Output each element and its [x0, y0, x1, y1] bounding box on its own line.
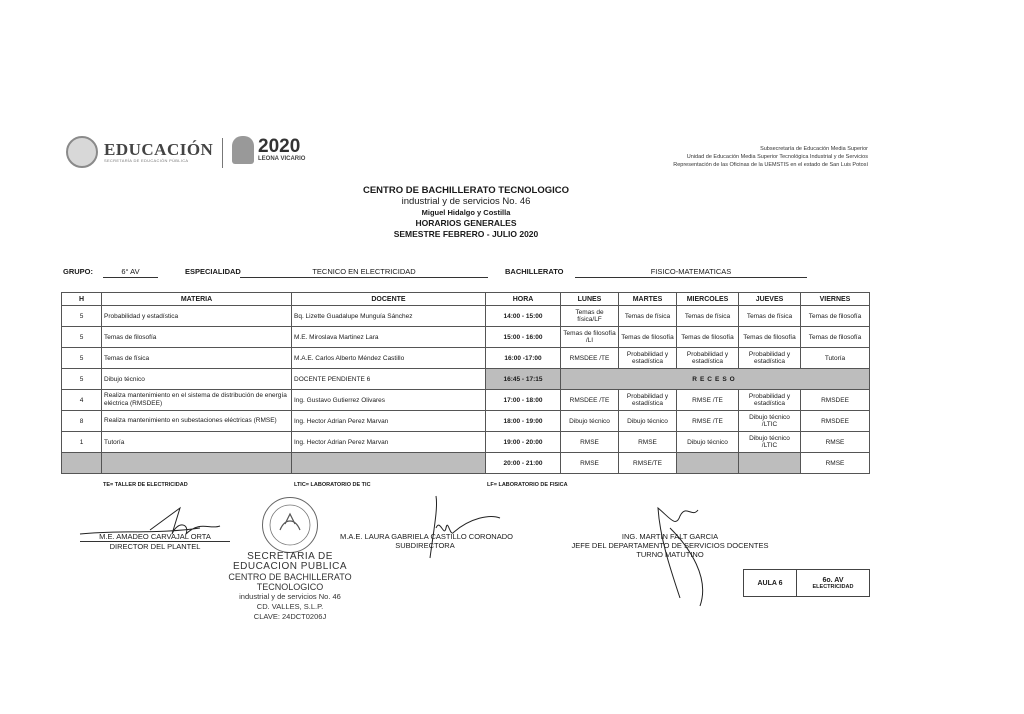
subject-cell: Realiza mantenimiento en subestaciones eléctricas (RMSE) [102, 411, 292, 432]
legend-ltic: LTIC= LABORATORIO DE TIC [294, 482, 371, 488]
day-cell: Temas de física [677, 306, 739, 327]
stamp-line: CLAVE: 24DCT0206J [253, 612, 327, 621]
day-cell: RMSE [801, 453, 870, 474]
hours-cell: 5 [62, 306, 102, 327]
subdirector-title: SUBDIRECTORA [395, 541, 455, 550]
day-cell: Temas de filosofía /LI [561, 327, 619, 348]
day-cell: Temas de filosofía [801, 327, 870, 348]
day-cell: Tutoría [801, 348, 870, 369]
subject-cell: Realiza mantenimiento en el sistema de distribución de energía eléctrica (RMSDEE) [102, 390, 292, 411]
receso-cell: RECESO [561, 369, 870, 390]
day-cell: RMSDEE /TE [561, 348, 619, 369]
table-row [62, 390, 870, 411]
table-row [62, 369, 870, 390]
institution-header [673, 145, 868, 169]
school-name: CENTRO DE BACHILLERATO TECNOLOGICO [362, 185, 569, 196]
column-header: HORA [486, 293, 561, 306]
column-header: MATERIA [102, 293, 292, 306]
column-header: VIERNES [801, 293, 870, 306]
subject-cell: Tutoría [102, 432, 292, 453]
table-row [62, 453, 870, 474]
hours-cell [62, 453, 102, 474]
header-line: Representación de las Oficinas de la UEMSTIS en el estado de San Luis Potosí [673, 162, 868, 168]
aula-label: AULA 6 [744, 570, 797, 596]
subject-cell [102, 453, 292, 474]
column-header: LUNES [561, 293, 619, 306]
logo-divider [222, 138, 223, 168]
teacher-cell: Ing. Hector Adrian Perez Marvan [292, 411, 486, 432]
teacher-cell: Ing. Hector Adrian Perez Marvan [292, 432, 486, 453]
hours-cell: 8 [62, 411, 102, 432]
day-cell: Probabilidad y estadística [619, 390, 677, 411]
document-titles [0, 185, 932, 240]
column-header: H [62, 293, 102, 306]
day-cell: Dibujo técnico /LTIC [739, 411, 801, 432]
aula-group-info [797, 570, 869, 596]
day-cell: RMSE [561, 432, 619, 453]
day-cell: Dibujo técnico [561, 411, 619, 432]
portrait-icon [232, 136, 254, 164]
stamp-line: industrial y de servicios No. 46 [239, 592, 341, 601]
day-cell: Probabilidad y estadística [739, 390, 801, 411]
day-cell: RMSE /TE [677, 390, 739, 411]
aula-grupo: 6o. AV [822, 576, 844, 584]
table-row [62, 411, 870, 432]
teacher-cell: DOCENTE PENDIENTE 6 [292, 369, 486, 390]
time-cell: 19:00 - 20:00 [486, 432, 561, 453]
table-row [62, 306, 870, 327]
logo-subtext: SECRETARÍA DE EDUCACIÓN PÚBLICA [104, 158, 189, 163]
day-cell [739, 453, 801, 474]
teacher-cell: M.E. Miroslava Martinez Lara [292, 327, 486, 348]
day-cell: Temas de física [739, 306, 801, 327]
day-cell: Temas de física [619, 306, 677, 327]
stamp-line: CD. VALLES, S.L.P. [256, 602, 324, 611]
day-cell: RMSE/TE [619, 453, 677, 474]
educacion-logo [66, 136, 213, 168]
table-header-row [62, 293, 870, 306]
year-subtext: LEONA VICARIO [258, 156, 306, 162]
day-cell: Temas de filosofía [619, 327, 677, 348]
school-type: industrial y de servicios No. 46 [401, 196, 531, 207]
column-header: MARTES [619, 293, 677, 306]
day-cell: RMSDEE /TE [561, 390, 619, 411]
stamp-line: CENTRO DE BACHILLERATO [228, 572, 352, 582]
teacher-cell [292, 453, 486, 474]
day-cell: RMSDEE [801, 411, 870, 432]
header-line: Subsecretaría de Educación Media Superior [760, 146, 868, 152]
day-cell: Temas de filosofía [801, 306, 870, 327]
hours-cell: 4 [62, 390, 102, 411]
leona-vicario-logo [232, 136, 305, 164]
column-header: JUEVES [739, 293, 801, 306]
director-signature-block [80, 532, 230, 551]
day-cell: Dibujo técnico [619, 411, 677, 432]
day-cell: RMSDEE [801, 390, 870, 411]
day-cell: Temas de filosofía [677, 327, 739, 348]
hours-cell: 1 [62, 432, 102, 453]
aula-area: ELECTRICIDAD [812, 583, 854, 590]
time-cell: 17:00 - 18:00 [486, 390, 561, 411]
legend-te: TE= TALLER DE ELECTRICIDAD [103, 482, 188, 488]
jefe-subtitle: TURNO MATUTINO [636, 550, 704, 559]
subject-cell: Temas de filosofía [102, 327, 292, 348]
subdirector-signature-block [340, 532, 513, 550]
teacher-cell: Ing. Gustavo Gutierrez Olivares [292, 390, 486, 411]
especialidad-label: ESPECIALIDAD [185, 267, 241, 276]
jefe-signature-block [570, 532, 770, 559]
table-row [62, 432, 870, 453]
bachillerato-label: BACHILLERATO [505, 267, 564, 276]
mexico-seal-icon [66, 136, 98, 168]
teacher-cell: M.A.E. Carlos Alberto Méndez Castillo [292, 348, 486, 369]
stamp-line: SECRETARIA DE [247, 551, 333, 562]
day-cell: Probabilidad y estadística [739, 348, 801, 369]
day-cell: Probabilidad y estadística [619, 348, 677, 369]
especialidad-value: TECNICO EN ELECTRICIDAD [240, 267, 488, 278]
schedule-table [61, 292, 870, 474]
subject-cell: Temas de física [102, 348, 292, 369]
hours-cell: 5 [62, 348, 102, 369]
document-title: HORARIOS GENERALES [415, 218, 517, 228]
subject-cell: Probabilidad y estadística [102, 306, 292, 327]
day-cell: RMSE /TE [677, 411, 739, 432]
time-cell: 14:00 - 15:00 [486, 306, 561, 327]
bachillerato-value: FISICO-MATEMATICAS [575, 267, 807, 278]
header-line: Unidad de Educación Media Superior Tecnológica Industrial y de Servicios [686, 154, 868, 160]
subject-cell: Dibujo técnico [102, 369, 292, 390]
time-cell: 16:45 - 17:15 [486, 369, 561, 390]
aula-box [743, 569, 870, 597]
subdirector-name: M.A.E. LAURA GABRIELA CASTILLO CORONADO [340, 532, 513, 541]
day-cell [677, 453, 739, 474]
grupo-label: GRUPO: [63, 267, 93, 276]
day-cell: Probabilidad y estadística [677, 348, 739, 369]
day-cell: Dibujo técnico /LTIC [739, 432, 801, 453]
official-seal-icon [262, 497, 318, 553]
day-cell: Temas de física/LF [561, 306, 619, 327]
hours-cell: 5 [62, 369, 102, 390]
stamp-line: TECNOLOGICO [256, 582, 324, 592]
teacher-cell: Bq. Lizette Guadalupe Munguía Sánchez [292, 306, 486, 327]
semester: SEMESTRE FEBRERO - JULIO 2020 [393, 229, 539, 239]
year-text: 2020 [258, 136, 301, 157]
day-cell: RMSE [619, 432, 677, 453]
logo-text: EDUCACIÓN [104, 140, 214, 159]
time-cell: 16:00 -17:00 [486, 348, 561, 369]
director-title: DIRECTOR DEL PLANTEL [80, 541, 230, 551]
stamp-line: EDUCACION PUBLICA [232, 561, 348, 572]
day-cell: Temas de filosofía [739, 327, 801, 348]
official-stamp-text [215, 552, 365, 622]
time-cell: 20:00 - 21:00 [486, 453, 561, 474]
time-cell: 15:00 - 16:00 [486, 327, 561, 348]
director-name: M.E. AMADEO CARVAJAL ORTA [99, 532, 211, 541]
day-cell: Dibujo técnico [677, 432, 739, 453]
day-cell: RMSE [801, 432, 870, 453]
day-cell: RMSE [561, 453, 619, 474]
table-row [62, 327, 870, 348]
school-honoree: Miguel Hidalgo y Costilla [421, 208, 511, 217]
legend-lf: LF= LABORATORIO DE FISICA [487, 482, 568, 488]
time-cell: 18:00 - 19:00 [486, 411, 561, 432]
column-header: DOCENTE [292, 293, 486, 306]
hours-cell: 5 [62, 327, 102, 348]
column-header: MIERCOLES [677, 293, 739, 306]
eagle-emblem-icon [263, 498, 317, 552]
jefe-title: JEFE DEL DEPARTAMENTO DE SERVICIOS DOCENTES [571, 541, 769, 550]
jefe-name: ING. MARTIN FALT GARCIA [621, 532, 719, 541]
table-row [62, 348, 870, 369]
grupo-value: 6° AV [103, 267, 158, 278]
